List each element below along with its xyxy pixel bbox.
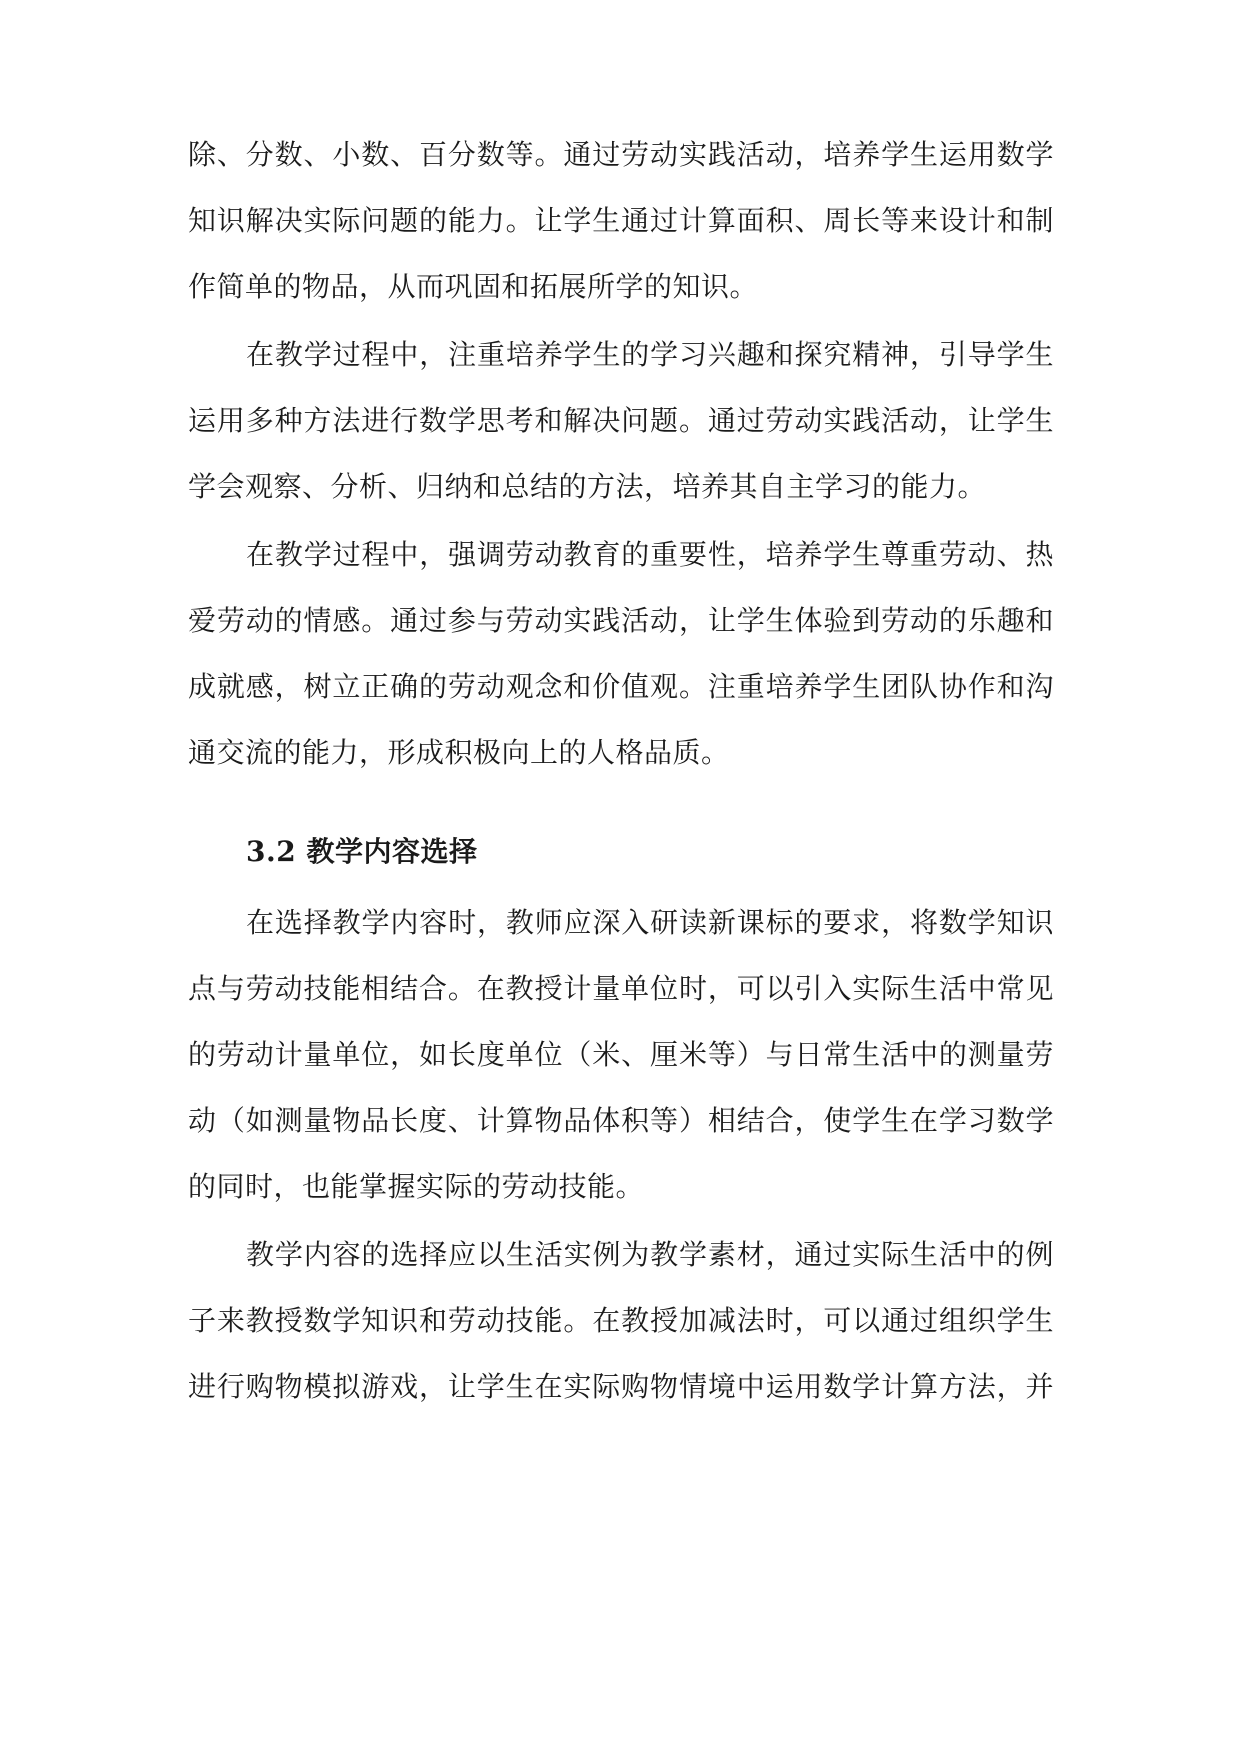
section-paragraph-1-line-4: 动（如测量物品长度、计算物品体积等）相结合，使学生在学习数学 <box>188 1104 1054 1137</box>
paragraph-2-line-1: 在教学过程中，注重培养学生的学习兴趣和探究精神，引导学生 <box>246 338 1054 371</box>
paragraph-2-line-3: 学会观察、分析、归纳和总结的方法，培养其自主学习的能力。 <box>188 470 987 503</box>
section-paragraph-2-line-2: 子来教授数学知识和劳动技能。在教授加减法时，可以通过组织学生 <box>188 1304 1054 1337</box>
section-heading: 3.2 教学内容选择 <box>246 835 478 868</box>
paragraph-3-line-4: 通交流的能力，形成积极向上的人格品质。 <box>188 736 730 769</box>
paragraph-2-line-2: 运用多种方法进行数学思考和解决问题。通过劳动实践活动，让学生 <box>188 404 1054 437</box>
paragraph-1-line-2: 知识解决实际问题的能力。让学生通过计算面积、周长等来设计和制 <box>188 204 1054 237</box>
section-paragraph-1-line-5: 的同时，也能掌握实际的劳动技能。 <box>188 1170 645 1203</box>
paragraph-1-line-3: 作简单的物品，从而巩固和拓展所学的知识。 <box>188 270 759 303</box>
section-paragraph-1-line-3: 的劳动计量单位，如长度单位（米、厘米等）与日常生活中的测量劳 <box>188 1038 1054 1071</box>
paragraph-3-line-2: 爱劳动的情感。通过参与劳动实践活动，让学生体验到劳动的乐趣和 <box>188 604 1054 637</box>
section-paragraph-1-line-1: 在选择教学内容时，教师应深入研读新课标的要求，将数学知识 <box>246 906 1054 939</box>
section-paragraph-2-line-3: 进行购物模拟游戏，让学生在实际购物情境中运用数学计算方法，并 <box>188 1370 1054 1403</box>
paragraph-3-line-1: 在教学过程中，强调劳动教育的重要性，培养学生尊重劳动、热 <box>246 538 1054 571</box>
paragraph-3-line-3: 成就感，树立正确的劳动观念和价值观。注重培养学生团队协作和沟 <box>188 670 1054 703</box>
section-paragraph-1-line-2: 点与劳动技能相结合。在教授计量单位时，可以引入实际生活中常见 <box>188 972 1054 1005</box>
paragraph-1-line-1: 除、分数、小数、百分数等。通过劳动实践活动，培养学生运用数学 <box>188 138 1054 171</box>
section-paragraph-2-line-1: 教学内容的选择应以生活实例为教学素材，通过实际生活中的例 <box>246 1238 1054 1271</box>
